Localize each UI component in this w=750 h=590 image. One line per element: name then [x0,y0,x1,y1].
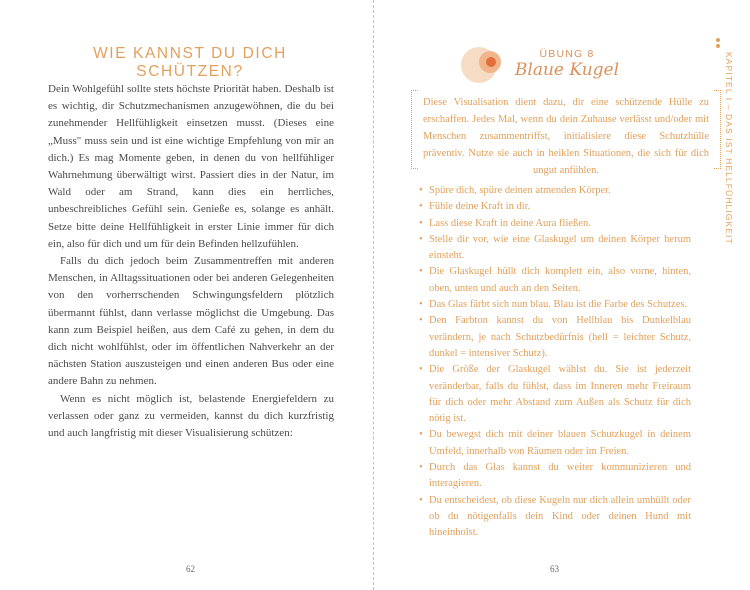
exercise-steps-list [419,183,691,542]
side-dot [716,44,720,48]
bracket-left [411,90,418,169]
list-item: • Durch das Glas kannst du weiter kommunizieren und interagieren. [419,460,691,493]
intro-text: Diese Visualisation dient dazu, dir eine schützende Hülle zu erschaffen. Jedes Mal, wenn du dein Zuhause verlässt und/oder mit Menschen zusammentriffst, initialisiere diese Schutzhülle präventiv. Nutze sie auch in heiklen Situationen, die sich für dich ungut anfühlen. [423,97,709,176]
chapter-side-label: KAPITEL I – DAS IST HELLFÜHLIGKEIT [724,52,734,245]
left-page-number: 62 [186,564,195,574]
left-page [0,0,373,590]
exercise-circles-icon [461,47,511,83]
list-item: • Das Glas färbt sich nun blau. Blau ist die Farbe des Schutzes. [419,297,691,313]
body-paragraph: Falls du dich jedoch beim Zusammentreffen mit anderen Menschen, in Alltagssituationen oder bei anderen Gelegenheiten von den vorherrschenden Schwingungsfeldern plötzlich übermannt fühlst, dann verlasse möglichst die Umgebung. Das kann zum Beispiel heißen, aus dem Café zu gehen, in dem du dich nicht wohlfühlst, oder im öffentlichen Nahverkehr an der nächsten Station auszusteigen und einen anderen Bus oder eine andere Bahn zu nehmen. [48,255,334,388]
list-item: • Fühle deine Kraft in dir. [419,199,691,215]
right-page [377,0,750,590]
list-item: • Du entscheidest, ob diese Kugeln nur dich allein umhüllt oder ob du nötigenfalls dein Kind oder deinen Hund mit hineinholst. [419,493,691,542]
list-item: • Die Größe der Glaskugel wählst du. Sie ist jederzeit veränderbar, falls du fühlst, dass im Inneren mehr Freiraum für dich oder mehr Abstand zum Außen als Schutz für dich nötig ist. [419,362,691,427]
list-item: • Spüre dich, spüre deinen atmenden Körper. [419,183,691,199]
circle-small [486,57,496,67]
exercise-title: Blaue Kugel [514,60,620,80]
list-item: • Den Farbton kannst du von Hellblau bis Dunkelblau verändern, je nach Schutzbedürfnis (hell = leichter Schutz, dunkel = intensiver Schutz). [419,313,691,362]
list-item: • Lass diese Kraft in deine Aura fließen. [419,216,691,232]
left-page-heading: WIE KANNST DU DICH SCHÜTZEN? [93,45,287,80]
right-page-number: 63 [550,564,559,574]
exercise-label: ÜBUNG 8 [539,48,595,60]
body-paragraph: Wenn es nicht möglich ist, belastende Energiefeldern zu verlassen oder ganz zu vermeiden, kannst du dich kurzfristig und auch langfristig mit dieser Visualisierung schützen: [48,392,334,440]
list-item: • Stelle dir vor, wie eine Glaskugel um deinen Körper herum einsteht. [419,232,691,265]
intro-box [411,90,721,176]
bracket-right [714,90,721,169]
side-dot [716,38,720,42]
page-gutter-line [373,0,374,590]
body-paragraph: Dein Wohlgefühl sollte stets höchste Priorität haben. Deshalb ist es wichtig, dir Schutzmechanismen anzugewöhnen, die du bei zunehmender Hellfühligkeit einsetzen musst. (Dieses eine „Muss" muss sein und ist eine wichtige Empfehlung von mir an dich.) Es mag Momente geben, in denen du von hellfühliger Wahrnehmung überwältigt wirst. Passiert dies in der Natur, im Wald oder am Strand, kann dies ein herrliches, unbeschreibliches Gefühl sein. Genieße es, solange es anhält. Setze bitte deine Hellfühligkeit in erster Linie immer für dich ein, also für dich und um für dein Befinden hellzufühlen. [48,83,334,250]
left-page-body [48,81,334,442]
list-item: • Die Glaskugel hüllt dich komplett ein, also vorne, hinten, oben, unten und auch an den Seiten. [419,264,691,297]
list-item: • Du bewegst dich mit deiner blauen Schutzkugel in deinem Umfeld, innerhalb von Räumen oder im Freien. [419,427,691,460]
